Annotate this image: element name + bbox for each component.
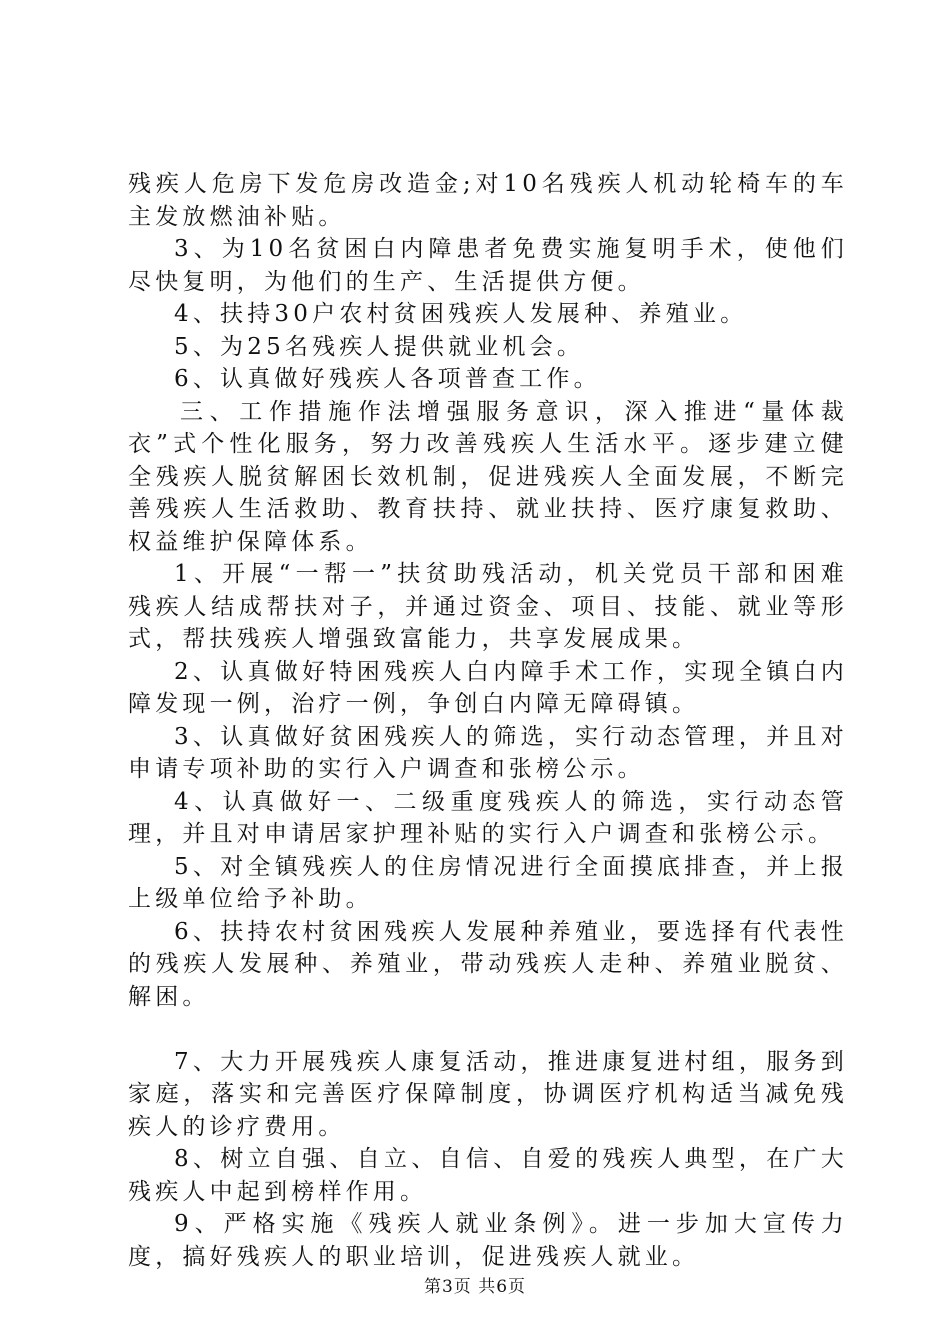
measure-item-5: 5、对全镇残疾人的住房情况进行全面摸底排查，并上报上级单位给予补助。 (128, 853, 848, 912)
paragraph-item-3: 3、为10名贫困白内障患者免费实施复明手术，使他们尽快复明，为他们的生产、生活提供方便。 (128, 236, 848, 295)
measure-item-1: 1、开展“一帮一”扶贫助残活动，机关党员干部和困难残疾人结成帮扶对子，并通过资金、项目、技能、就业等形式，帮扶残疾人增强致富能力，共享发展成果。 (128, 561, 848, 652)
section-heading-measures: 三、工作措施作法增强服务意识，深入推进“量体裁衣”式个性化服务，努力改善残疾人生活水平。逐步建立健全残疾人脱贫解困长效机制，促进残疾人全面发展，不断完善残疾人生活救助、教育扶持、就业扶持、医疗康复救助、权益维护保障体系。 (128, 398, 848, 555)
measure-item-7: 7、大力开展残疾人康复活动，推进康复进村组，服务到家庭，落实和完善医疗保障制度，协调医疗机构适当减免残疾人的诊疗费用。 (128, 1048, 848, 1140)
paragraph-item-5: 5、为25名残疾人提供就业机会。 (174, 333, 585, 360)
paragraph-spacer (128, 1013, 848, 1046)
paragraph-continued: 残疾人危房下发危房改造金;对10名残疾人机动轮椅车的车主发放燃油补贴。 (128, 171, 848, 230)
paragraph-item-6: 6、认真做好残疾人各项普查工作。 (174, 366, 601, 392)
measure-item-6: 6、扶持农村贫困残疾人发展种养殖业，要选择有代表性的残疾人发展种、养殖业，带动残疾人走种、养殖业脱贫、解困。 (128, 918, 848, 1010)
measure-item-9: 9、严格实施《残疾人就业条例》。进一步加大宣传力度，搞好残疾人的职业培训，促进残疾人就业。 (128, 1211, 848, 1270)
page-footer: 第3页 共6页 (423, 1277, 527, 1297)
measure-item-4: 4、认真做好一、二级重度残疾人的筛选，实行动态管理，并且对申请居家护理补贴的实行入户调查和张榜公示。 (128, 788, 848, 847)
measure-item-8: 8、树立自强、自立、自信、自爱的残疾人典型，在广大残疾人中起到榜样作用。 (128, 1146, 848, 1205)
measure-item-3: 3、认真做好贫困残疾人的筛选，实行动态管理，并且对申请专项补助的实行入户调查和张榜公示。 (128, 723, 848, 782)
document-body (128, 168, 848, 1273)
measure-item-2: 2、认真做好特困残疾人白内障手术工作，实现全镇白内障发现一例，治疗一例，争创白内障无障碍镇。 (128, 658, 848, 717)
paragraph-item-4: 4、扶持30户农村贫困残疾人发展种、养殖业。 (174, 301, 748, 327)
